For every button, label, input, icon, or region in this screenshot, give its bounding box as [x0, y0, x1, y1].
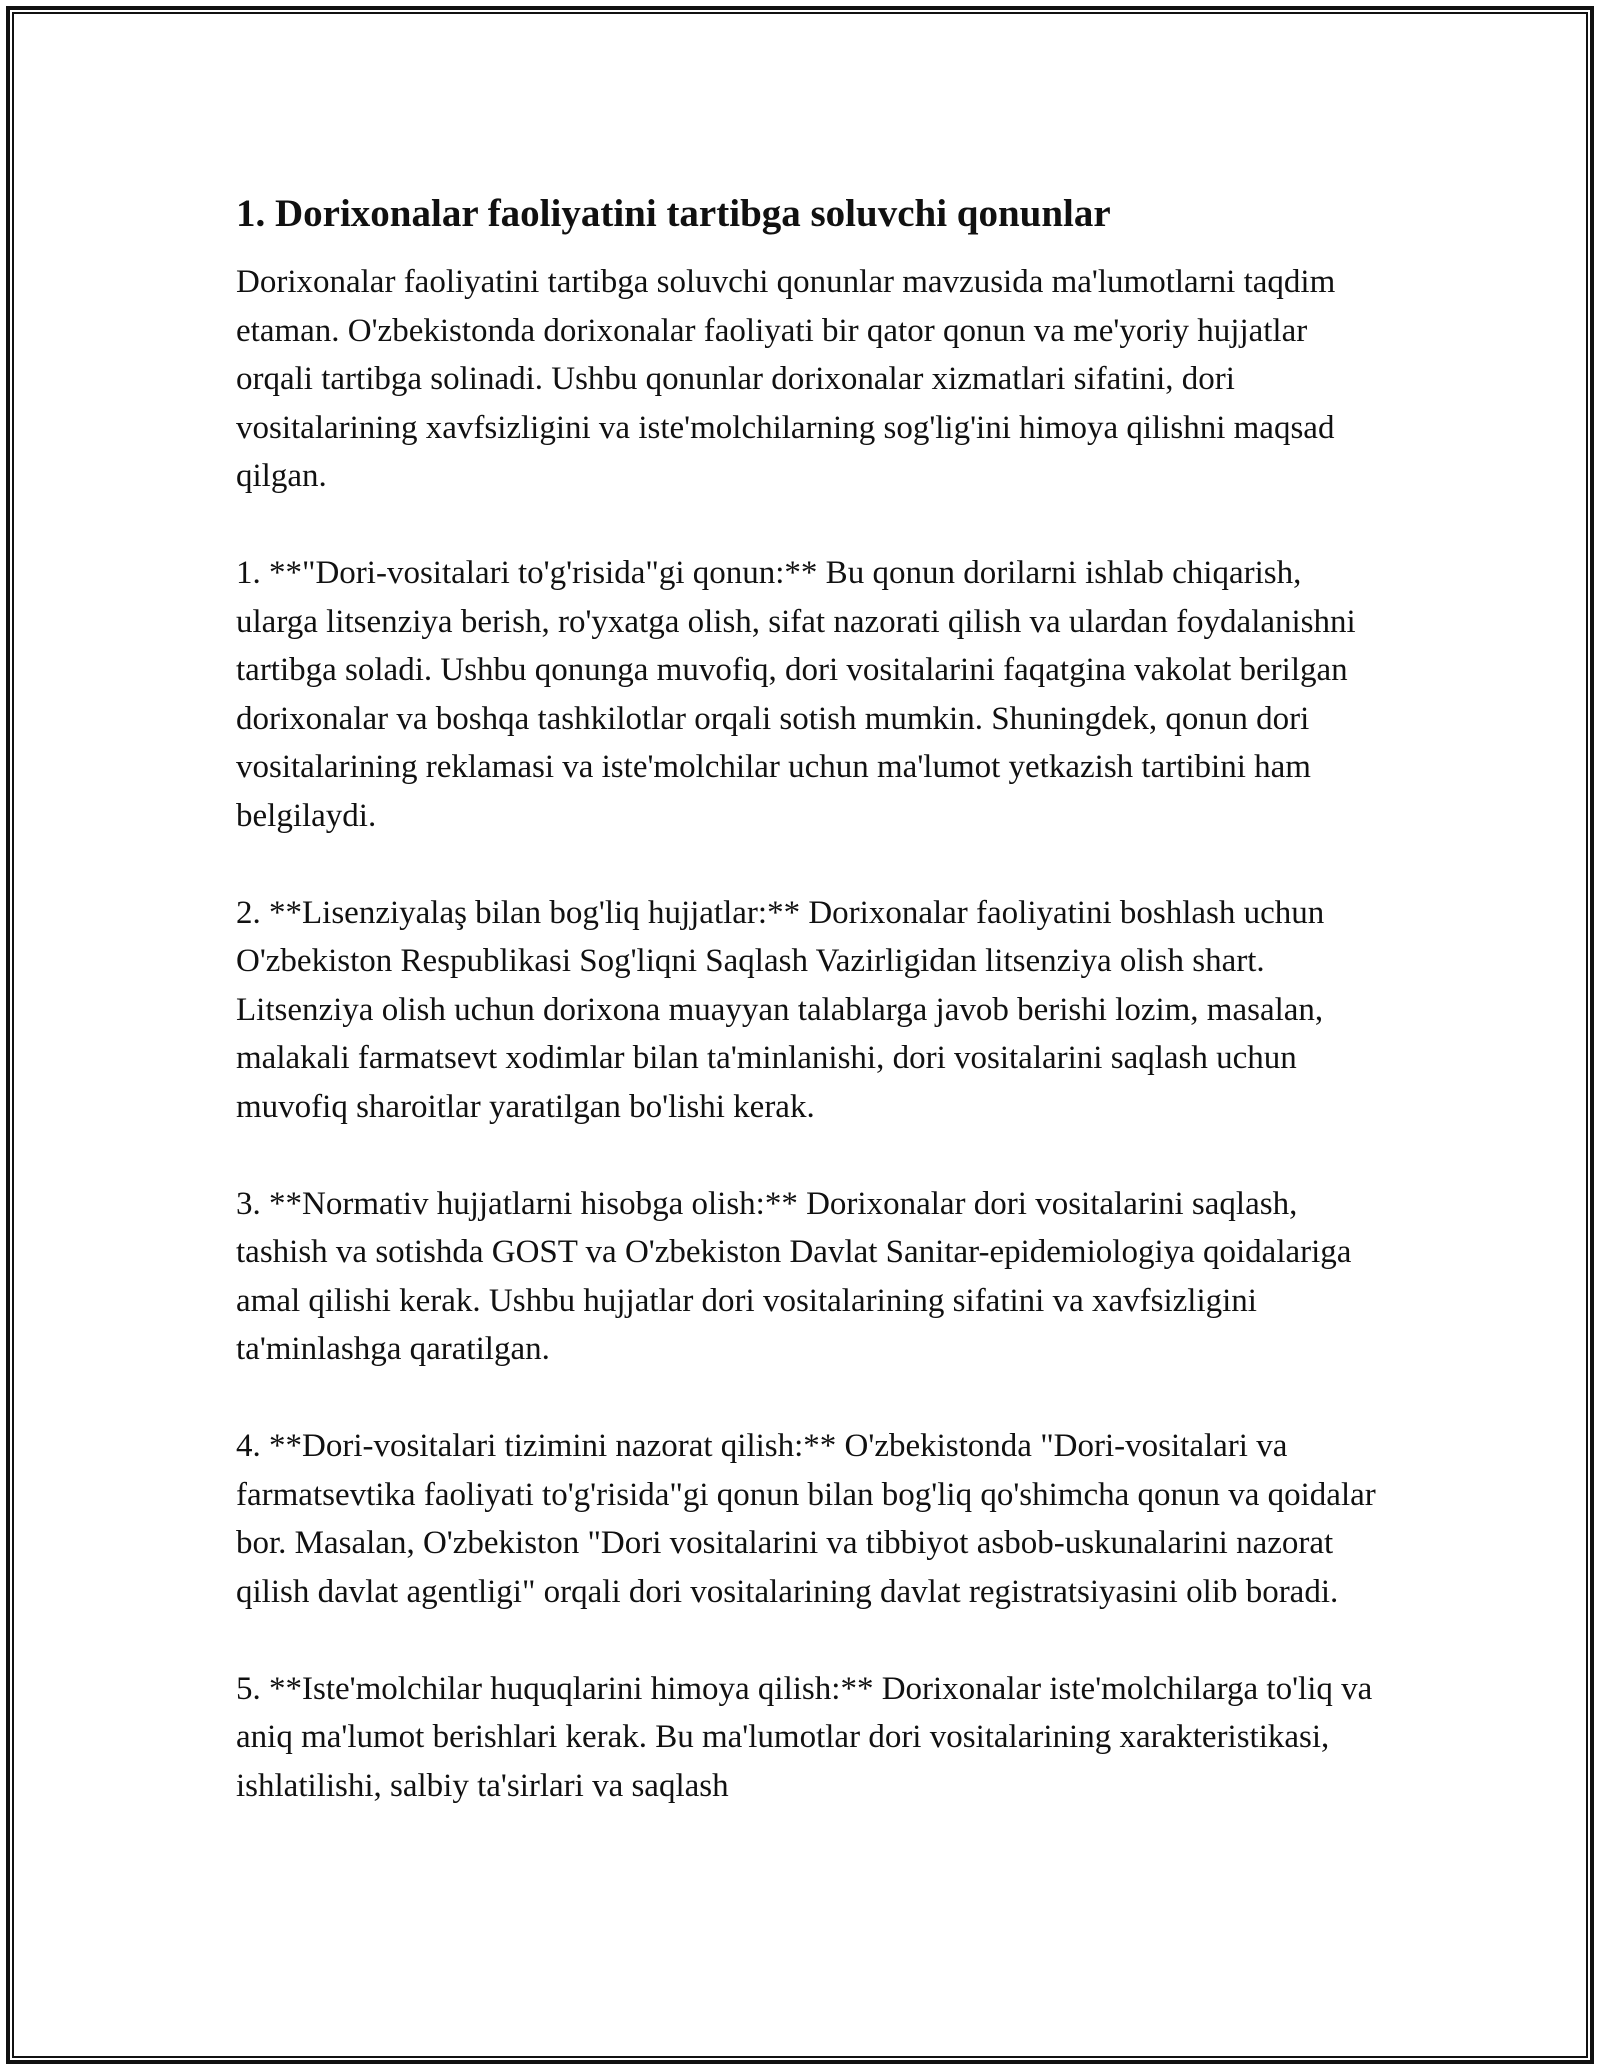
list-item-5-paragraph: 5. **Iste'molchilar huquqlarini himoya qilish:** Dorixonalar iste'molchilarga to'liq va aniq ma'lumot berishlari kerak. Bu ma'lumotlar dori vositalarining xarakteristikasi, ishlatilishi, salbiy ta'sirlari va saqlash: [236, 1670, 1373, 1804]
document-title: 1. Dorixonalar faoliyatini tartibga soluvchi qonunlar: [236, 192, 1111, 235]
document-body: [236, 188, 1386, 1810]
list-item-4-paragraph: 4. **Dori-vositalari tizimini nazorat qilish:** O'zbekistonda "Dori-vositalari va farmatsevtika faoliyati to'g'risida"gi qonun bilan bog'liq qo'shimcha qonun va qoidalar bor. Masalan, O'zbekiston "Dori vositalarini va tibbiyot asbob-uskunalarini nazorat qilish davlat agentligi" orqali dori vositalarining davlat registratsiyasini olib boradi.: [236, 1428, 1376, 1610]
list-item-3-paragraph: 3. **Normativ hujjatlarni hisobga olish:** Dorixonalar dori vositalarini saqlash, tashish va sotishda GOST va O'zbekiston Davlat Sanitar-epidemiologiya qoidalariga amal qilishi kerak. Ushbu hujjatlar dori vositalarining sifatini va xavfsizligini ta'minlashga qaratilgan.: [236, 1185, 1352, 1367]
list-item-2-paragraph: 2. **Lisenziyalaş bilan bog'liq hujjatlar:** Dorixonalar faoliyatini boshlash uchun O'zbekiston Respublikasi Sog'liqni Saqlash Vazirligidan litsenziya olish shart. Litsenziya olish uchun dorixona muayyan talablarga javob berishi lozim, masalan, malakali farmatsevt xodimlar bilan ta'minlanishi, dori vositalarini saqlash uchun muvofiq sharoitlar yaratilgan bo'lishi kerak.: [236, 894, 1325, 1125]
list-item-1-paragraph: 1. **"Dori-vositalari to'g'risida"gi qonun:** Bu qonun dorilarni ishlab chiqarish, ularga litsenziya berish, ro'yxatga olish, sifat nazorati qilish va ulardan foydalanishni tartibga soladi. Ushbu qonunga muvofiq, dori vositalarini faqatgina vakolat berilgan dorixonalar va boshqa tashkilotlar orqali sotish mumkin. Shuningdek, qonun dori vositalarining reklamasi va iste'molchilar uchun ma'lumot yetkazish tartibini ham belgilaydi.: [236, 555, 1356, 834]
intro-paragraph: Dorixonalar faoliyatini tartibga soluvchi qonunlar mavzusida ma'lumotlarni taqdim etaman. O'zbekistonda dorixonalar faoliyati bir qator qonun va me'yoriy hujjatlar orqali tartibga solinadi. Ushbu qonunlar dorixonalar xizmatlari sifatini, dori vositalarining xavfsizligini va iste'molchilarning sog'lig'ini himoya qilishni maqsad qilgan.: [236, 264, 1336, 494]
